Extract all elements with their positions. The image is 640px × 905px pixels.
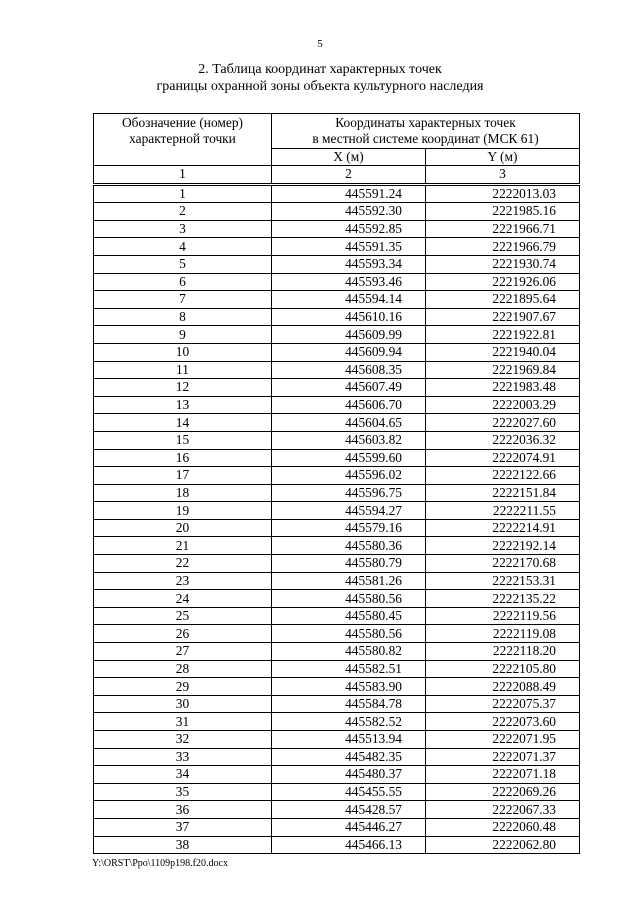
x-coordinate: 445582.52 [272, 713, 426, 731]
table-row [94, 625, 580, 643]
x-coordinate: 445599.60 [272, 449, 426, 467]
x-coordinate: 445593.46 [272, 273, 426, 291]
point-number: 25 [94, 607, 272, 625]
x-coordinate: 445603.82 [272, 431, 426, 449]
table-row [94, 220, 580, 238]
table-row [94, 414, 580, 432]
point-number: 35 [94, 783, 272, 801]
x-coordinate: 445582.51 [272, 660, 426, 678]
y-coordinate: 2222122.66 [426, 467, 580, 485]
x-coordinate: 445609.99 [272, 326, 426, 344]
y-coordinate: 2222153.31 [426, 572, 580, 590]
point-number: 21 [94, 537, 272, 555]
table-row [94, 203, 580, 221]
table-row [94, 695, 580, 713]
table-row [94, 396, 580, 414]
x-coordinate: 445579.16 [272, 519, 426, 537]
table-row [94, 361, 580, 379]
point-number: 2 [94, 203, 272, 221]
table-row [94, 643, 580, 661]
y-coordinate: 2222036.32 [426, 431, 580, 449]
header-x: X (м) [272, 148, 426, 165]
table-row [94, 467, 580, 485]
table-row [94, 748, 580, 766]
x-coordinate: 445593.34 [272, 255, 426, 273]
y-coordinate: 2222170.68 [426, 555, 580, 573]
x-coordinate: 445591.24 [272, 184, 426, 203]
x-coordinate: 445583.90 [272, 678, 426, 696]
table-row [94, 713, 580, 731]
y-coordinate: 2222105.80 [426, 660, 580, 678]
point-number: 26 [94, 625, 272, 643]
y-coordinate: 2221922.81 [426, 326, 580, 344]
table-row [94, 431, 580, 449]
table-row [94, 184, 580, 203]
x-coordinate: 445609.94 [272, 343, 426, 361]
y-coordinate: 2222071.95 [426, 731, 580, 749]
x-coordinate: 445594.14 [272, 291, 426, 309]
point-number: 20 [94, 519, 272, 537]
y-coordinate: 2222062.80 [426, 836, 580, 854]
point-number: 34 [94, 766, 272, 784]
y-coordinate: 2222075.37 [426, 695, 580, 713]
x-coordinate: 445580.56 [272, 590, 426, 608]
point-number: 8 [94, 308, 272, 326]
point-number: 30 [94, 695, 272, 713]
x-coordinate: 445482.35 [272, 748, 426, 766]
point-number: 6 [94, 273, 272, 291]
point-number: 31 [94, 713, 272, 731]
x-coordinate: 445580.56 [272, 625, 426, 643]
x-coordinate: 445580.36 [272, 537, 426, 555]
header-y: Y (м) [426, 148, 580, 165]
y-coordinate: 2222119.08 [426, 625, 580, 643]
y-coordinate: 2222119.56 [426, 607, 580, 625]
point-number: 36 [94, 801, 272, 819]
y-coordinate: 2222118.20 [426, 643, 580, 661]
x-coordinate: 445592.85 [272, 220, 426, 238]
table-row [94, 818, 580, 836]
y-coordinate: 2222211.55 [426, 502, 580, 520]
y-coordinate: 2222151.84 [426, 484, 580, 502]
table-header [94, 114, 580, 185]
table-row [94, 678, 580, 696]
x-coordinate: 445580.79 [272, 555, 426, 573]
x-coordinate: 445446.27 [272, 818, 426, 836]
table-row [94, 379, 580, 397]
x-coordinate: 445607.49 [272, 379, 426, 397]
point-number: 9 [94, 326, 272, 344]
point-number: 3 [94, 220, 272, 238]
y-coordinate: 2222013.03 [426, 184, 580, 203]
point-number: 18 [94, 484, 272, 502]
title-line-2: границы охранной зоны объекта культурного наследия [156, 79, 484, 94]
header-point-line-1: Обозначение (номер) [122, 115, 243, 130]
x-coordinate: 445591.35 [272, 238, 426, 256]
point-number: 29 [94, 678, 272, 696]
y-coordinate: 2221983.48 [426, 379, 580, 397]
point-number: 37 [94, 818, 272, 836]
y-coordinate: 2222192.14 [426, 537, 580, 555]
x-coordinate: 445606.70 [272, 396, 426, 414]
point-number: 7 [94, 291, 272, 309]
y-coordinate: 2222071.18 [426, 766, 580, 784]
table-row [94, 519, 580, 537]
table-row [94, 291, 580, 309]
header-point-line-2: характерной точки [129, 131, 236, 146]
x-coordinate: 445604.65 [272, 414, 426, 432]
table-row [94, 590, 580, 608]
page-number: 5 [317, 38, 323, 50]
point-number: 23 [94, 572, 272, 590]
table-row [94, 766, 580, 784]
column-number-3: 3 [426, 166, 580, 185]
point-number: 17 [94, 467, 272, 485]
column-number-2: 2 [272, 166, 426, 185]
x-coordinate: 445584.78 [272, 695, 426, 713]
coordinates-table [93, 113, 580, 854]
header-coord-line-2: в местной системе координат (МСК 61) [312, 130, 539, 146]
x-coordinate: 445466.13 [272, 836, 426, 854]
point-number: 13 [94, 396, 272, 414]
table-row [94, 308, 580, 326]
x-coordinate: 445610.16 [272, 308, 426, 326]
point-number: 5 [94, 255, 272, 273]
y-coordinate: 2221985.16 [426, 203, 580, 221]
point-number: 24 [94, 590, 272, 608]
table-row [94, 537, 580, 555]
table-row [94, 326, 580, 344]
point-number: 10 [94, 343, 272, 361]
column-number-1: 1 [94, 166, 272, 185]
point-number: 4 [94, 238, 272, 256]
point-number: 27 [94, 643, 272, 661]
x-coordinate: 445455.55 [272, 783, 426, 801]
table-row [94, 238, 580, 256]
x-coordinate: 445580.45 [272, 607, 426, 625]
y-coordinate: 2221969.84 [426, 361, 580, 379]
y-coordinate: 2222027.60 [426, 414, 580, 432]
y-coordinate: 2221940.04 [426, 343, 580, 361]
y-coordinate: 2221930.74 [426, 255, 580, 273]
x-coordinate: 445428.57 [272, 801, 426, 819]
point-number: 14 [94, 414, 272, 432]
table-row [94, 836, 580, 854]
x-coordinate: 445513.94 [272, 731, 426, 749]
y-coordinate: 2222067.33 [426, 801, 580, 819]
x-coordinate: 445594.27 [272, 502, 426, 520]
header-point-designation [94, 114, 272, 166]
x-coordinate: 445580.82 [272, 643, 426, 661]
y-coordinate: 2221895.64 [426, 291, 580, 309]
y-coordinate: 2222088.49 [426, 678, 580, 696]
y-coordinate: 2221966.79 [426, 238, 580, 256]
point-number: 16 [94, 449, 272, 467]
point-number: 11 [94, 361, 272, 379]
column-number-row [94, 166, 580, 185]
table-row [94, 484, 580, 502]
table-row [94, 783, 580, 801]
y-coordinate: 2221966.71 [426, 220, 580, 238]
y-coordinate: 2222069.26 [426, 783, 580, 801]
point-number: 15 [94, 431, 272, 449]
table-row [94, 660, 580, 678]
footer-file-path: Y:\ORST\Ppo\1109p198.f20.docx [92, 858, 228, 869]
y-coordinate: 2222073.60 [426, 713, 580, 731]
table-row [94, 255, 580, 273]
table-row [94, 731, 580, 749]
y-coordinate: 2222060.48 [426, 818, 580, 836]
point-number: 32 [94, 731, 272, 749]
y-coordinate: 2222214.91 [426, 519, 580, 537]
table-row [94, 502, 580, 520]
header-coordinates [272, 114, 580, 149]
x-coordinate: 445596.75 [272, 484, 426, 502]
point-number: 19 [94, 502, 272, 520]
point-number: 33 [94, 748, 272, 766]
point-number: 1 [94, 184, 272, 203]
x-coordinate: 445480.37 [272, 766, 426, 784]
table-row [94, 273, 580, 291]
table-row [94, 801, 580, 819]
point-number: 28 [94, 660, 272, 678]
y-coordinate: 2221926.06 [426, 273, 580, 291]
x-coordinate: 445581.26 [272, 572, 426, 590]
x-coordinate: 445592.30 [272, 203, 426, 221]
y-coordinate: 2222135.22 [426, 590, 580, 608]
x-coordinate: 445596.02 [272, 467, 426, 485]
title-line-1: 2. Таблица координат характерных точек [198, 62, 442, 77]
table-row [94, 607, 580, 625]
point-number: 38 [94, 836, 272, 854]
y-coordinate: 2222074.91 [426, 449, 580, 467]
table-row [94, 572, 580, 590]
header-coord-line-1: Координаты характерных точек [335, 114, 516, 130]
y-coordinate: 2222071.37 [426, 748, 580, 766]
document-title [0, 61, 640, 95]
table-row [94, 343, 580, 361]
x-coordinate: 445608.35 [272, 361, 426, 379]
table-body [94, 184, 580, 854]
point-number: 12 [94, 379, 272, 397]
y-coordinate: 2222003.29 [426, 396, 580, 414]
table-row [94, 449, 580, 467]
y-coordinate: 2221907.67 [426, 308, 580, 326]
table-row [94, 555, 580, 573]
point-number: 22 [94, 555, 272, 573]
